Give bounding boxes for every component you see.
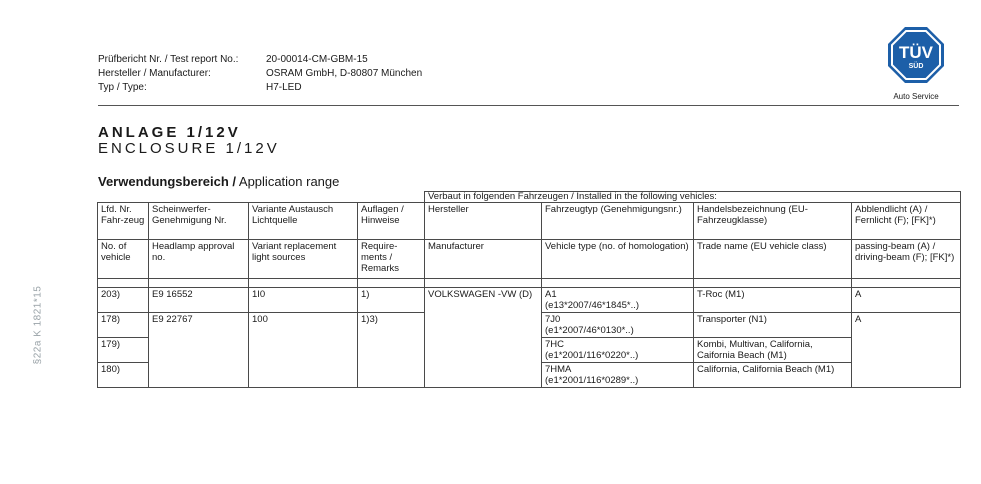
- col-trade-en: Trade name (EU vehicle class): [694, 240, 852, 279]
- table-row: [98, 288, 961, 313]
- row2-remarks: 1)3): [358, 313, 425, 338]
- logo-subtext: SÜD: [908, 63, 924, 70]
- col-remarks-en: Require-ments / Remarks: [358, 240, 425, 279]
- row4-trade: California, California Beach (M1): [694, 363, 852, 388]
- report-number: 20-00014-CM-GBM-15: [266, 54, 368, 65]
- row4-no: 180): [98, 363, 149, 388]
- col-approval-de: Scheinwerfer-Genehmigung Nr.: [149, 203, 249, 240]
- row2-beam: A: [852, 313, 961, 338]
- enclosure-title-de: ANLAGE 1/12V: [98, 124, 241, 141]
- row2-variant: 100: [249, 313, 358, 338]
- header-row-en: [98, 240, 961, 279]
- row1-approval: E9 16552: [149, 288, 249, 313]
- enclosure-title-en: ENCLOSURE 1/12V: [98, 140, 280, 157]
- manufacturer-value: OSRAM GmbH, D-80807 München: [266, 68, 423, 79]
- header-row-de: [98, 203, 961, 240]
- row1-homologation: (e13*2007/46*1845*..): [545, 300, 640, 311]
- section-title-en: Application range: [238, 174, 340, 189]
- logo-text: TÜV: [899, 43, 933, 62]
- col-beam-en: passing-beam (A) / driving-beam (F); [FK]*): [852, 240, 961, 279]
- col-type-en: Vehicle type (no. of homologation): [542, 240, 694, 279]
- col-manufacturer-de: Hersteller: [425, 203, 542, 240]
- col-approval-en: Headlamp approval no.: [149, 240, 249, 279]
- row4-homologation: (e1*2001/116*0289*..): [545, 375, 639, 386]
- table-row: [98, 338, 961, 363]
- row1-remarks: 1): [358, 288, 425, 313]
- side-note: [30, 285, 46, 365]
- col-no-en: No. of vehicle: [98, 240, 149, 279]
- tuv-octagon-icon: [885, 24, 947, 86]
- installed-header-row: [98, 192, 961, 203]
- row2-type-code: 7J0: [545, 314, 561, 325]
- section-title-de: Verwendungsbereich /: [98, 174, 236, 189]
- row1-manufacturer: VOLKSWAGEN -VW (D): [425, 288, 542, 313]
- col-no-de: Lfd. Nr. Fahr-zeug: [98, 203, 149, 240]
- type-label: Typ / Type:: [98, 82, 147, 93]
- col-manufacturer-en: Manufacturer: [425, 240, 542, 279]
- tuv-logo: [885, 24, 947, 101]
- col-beam-de: Abblendlicht (A) / Fernlicht (F); [FK]*): [852, 203, 961, 240]
- header-divider: [98, 105, 959, 106]
- report-header: [98, 53, 422, 95]
- section-title: [98, 174, 339, 189]
- row2-type: [542, 313, 694, 338]
- installed-header: Verbaut in folgenden Fahrzeugen / Installed in the following vehicles:: [425, 192, 961, 203]
- row2-approval: E9 22767: [149, 313, 249, 338]
- logo-caption: Auto Service: [893, 92, 939, 101]
- application-table: [97, 191, 961, 388]
- col-variant-de: Variante Austausch Lichtquelle: [249, 203, 358, 240]
- row2-trade: Transporter (N1): [694, 313, 852, 338]
- row2-no: 178): [98, 313, 149, 338]
- row3-type-code: 7HC: [545, 339, 565, 350]
- row4-type-code: 7HMA: [545, 364, 572, 375]
- side-note-text: §22a K 1821*15: [32, 285, 44, 365]
- spacer-row: [98, 279, 961, 288]
- row3-type: [542, 338, 694, 363]
- col-trade-de: Handelsbezeichnung (EU-Fahrzeugklasse): [694, 203, 852, 240]
- type-value: H7-LED: [266, 82, 302, 93]
- manufacturer-label: Hersteller / Manufacturer:: [98, 68, 211, 79]
- row3-trade: Kombi, Multivan, California, Caifornia Beach (M1): [694, 338, 852, 363]
- col-remarks-de: Auflagen / Hinweise: [358, 203, 425, 240]
- row1-variant: 1I0: [249, 288, 358, 313]
- row1-no: 203): [98, 288, 149, 313]
- row3-no: 179): [98, 338, 149, 363]
- row3-homologation: (e1*2001/116*0220*..): [545, 350, 639, 361]
- table-row: [98, 313, 961, 338]
- row4-type: [542, 363, 694, 388]
- row2-homologation: (e1*2007/46*0130*..): [545, 325, 634, 336]
- col-variant-en: Variant replacement light sources: [249, 240, 358, 279]
- table-row: [98, 363, 961, 388]
- row1-type-code: A1: [545, 289, 557, 300]
- col-type-de: Fahrzeugtyp (Genehmigungsnr.): [542, 203, 694, 240]
- report-label: Prüfbericht Nr. / Test report No.:: [98, 54, 239, 65]
- row1-type: [542, 288, 694, 313]
- row1-beam: A: [852, 288, 961, 313]
- row1-trade: T-Roc (M1): [694, 288, 852, 313]
